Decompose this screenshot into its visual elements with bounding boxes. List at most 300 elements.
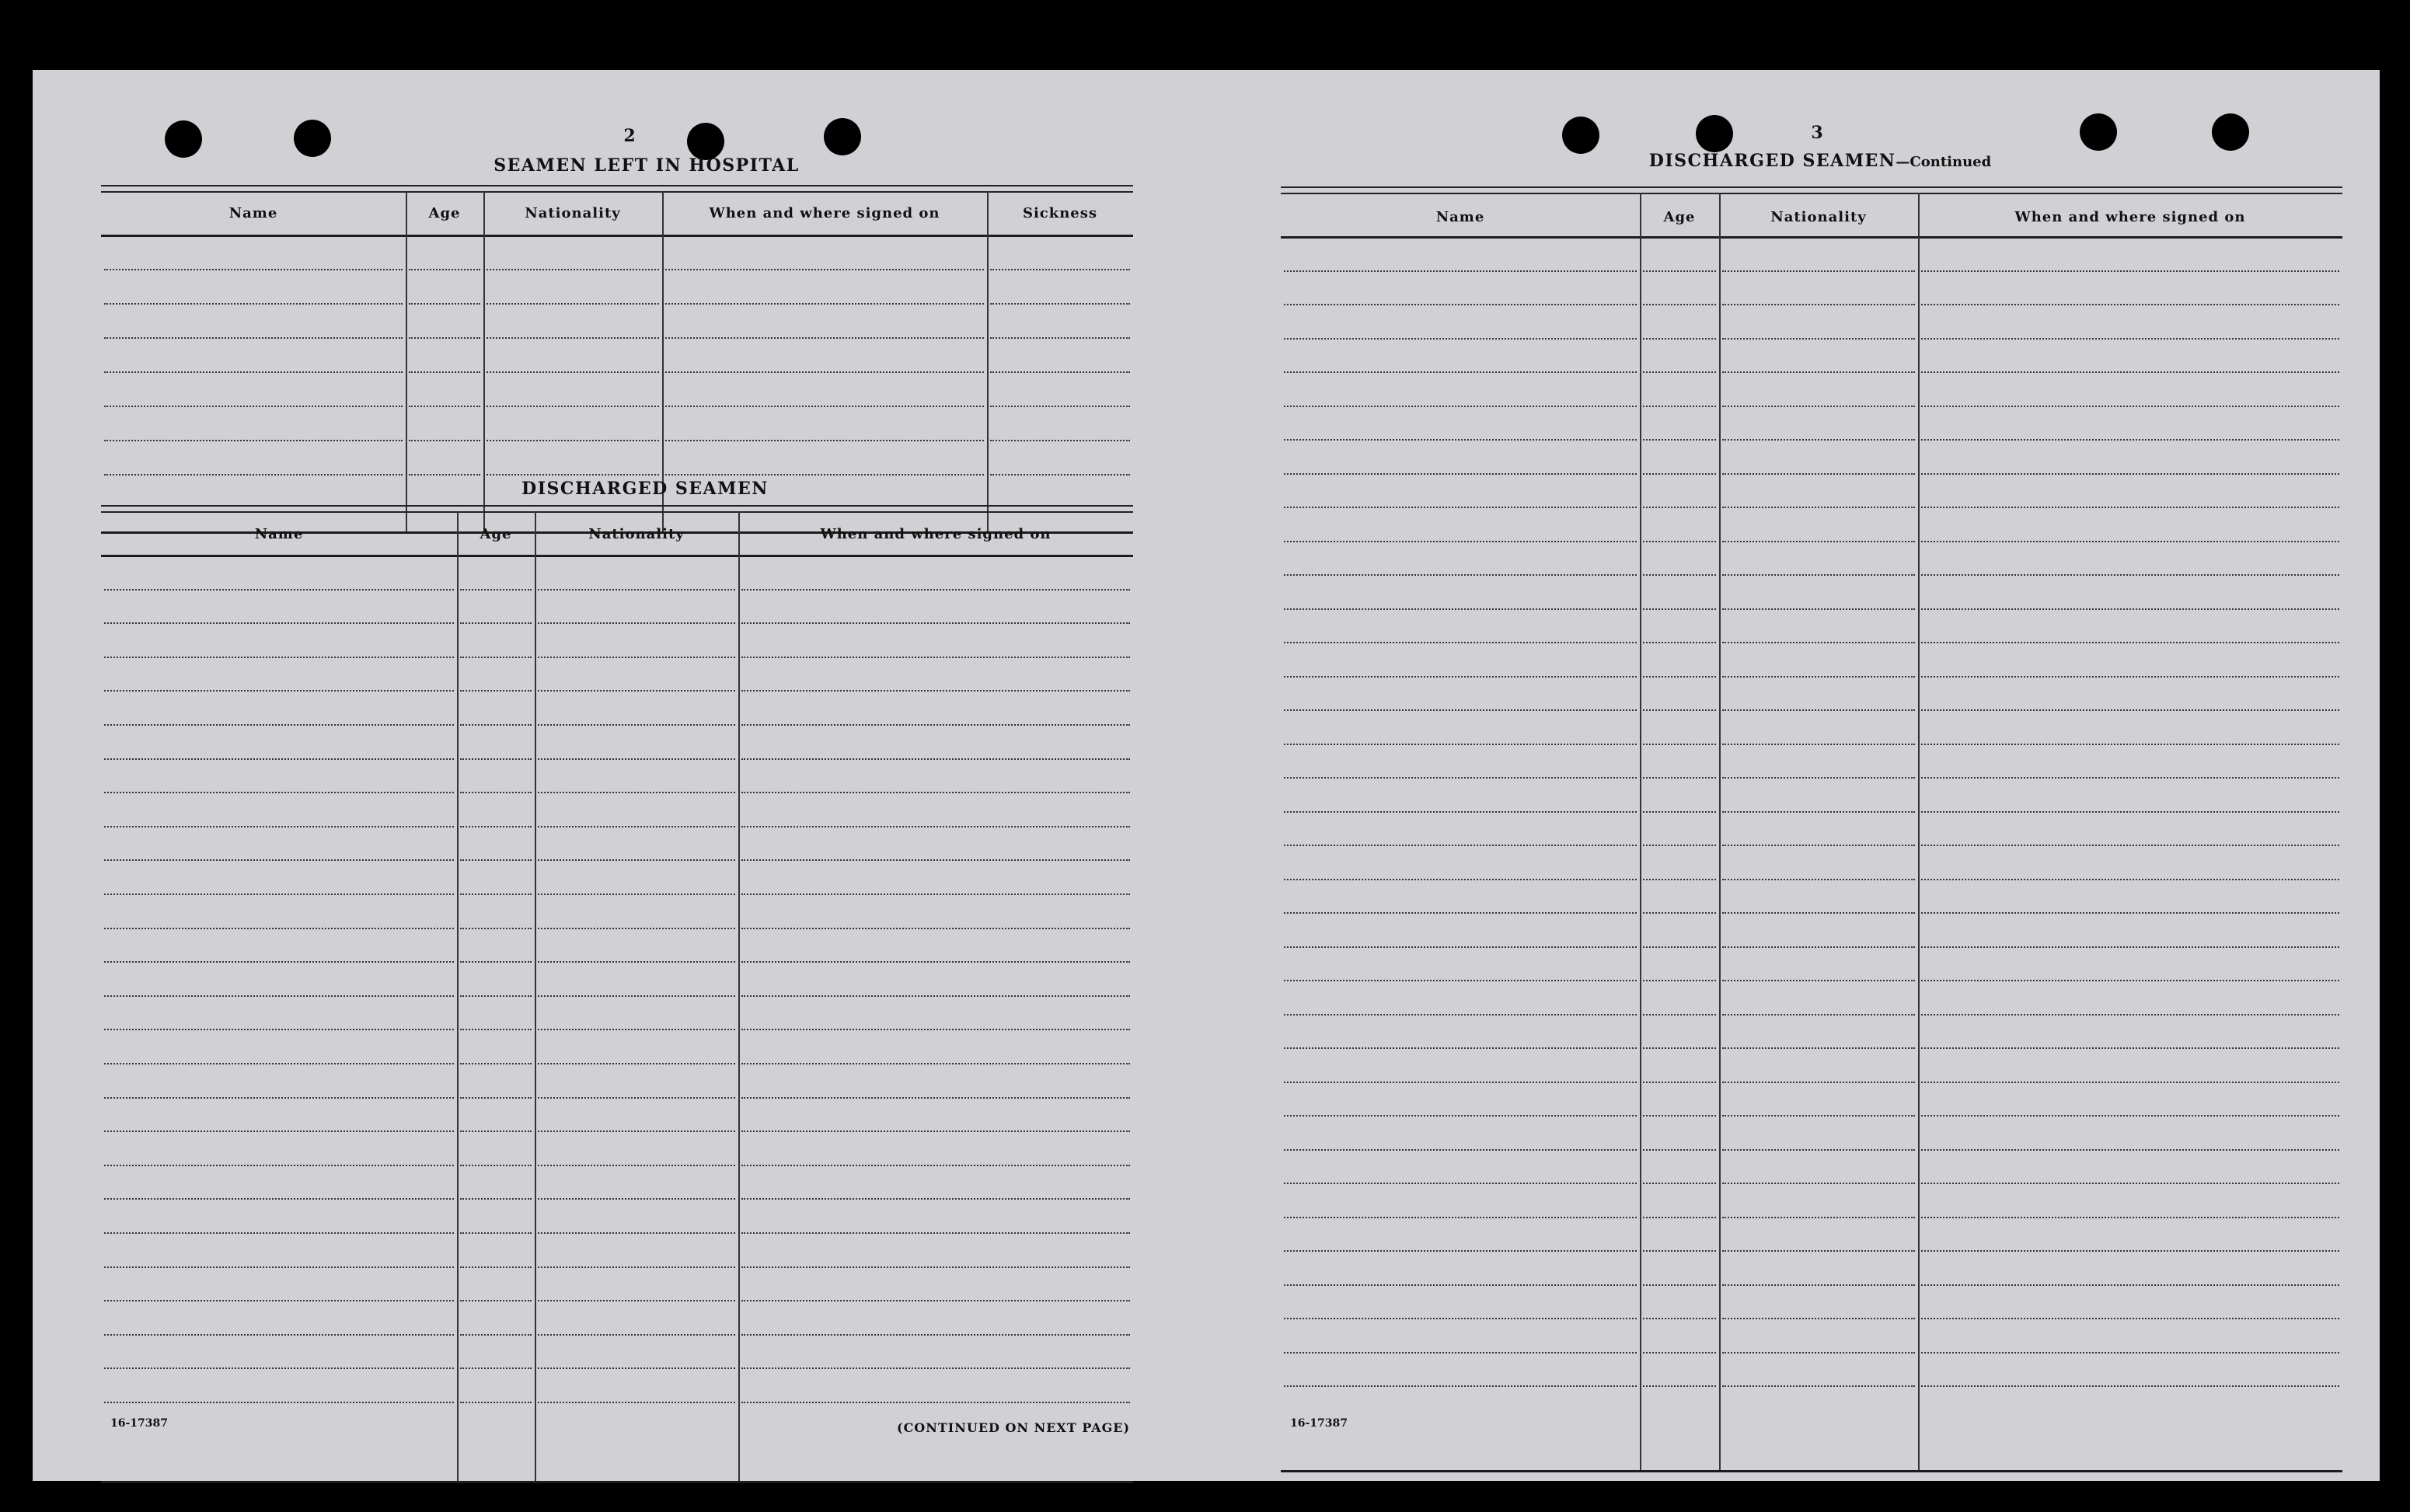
entry-line [1643,574,1716,576]
entry-line [460,1198,532,1200]
punch-hole [1696,115,1733,152]
entry-line [104,1029,454,1030]
entry-line [460,995,532,997]
column-header-age: Age [428,204,461,221]
entry-line [1284,507,1637,508]
entry-line [487,303,659,305]
entry-line [1921,912,2339,914]
entry-line [460,826,532,827]
entry-line [538,724,735,726]
entry-line [409,269,480,270]
discharged-ledger [101,505,1133,1484]
entry-line [990,371,1130,373]
entry-line [104,1334,454,1336]
entry-line [460,859,532,861]
entry-line [665,303,984,305]
entry-line [741,894,1130,895]
column-header-name: Name [254,525,304,542]
entry-line [741,724,1130,726]
column-header-name: Name [228,204,278,221]
entry-line [104,474,403,476]
entry-line [1643,1385,1716,1387]
entry-line [104,303,403,305]
entry-line [1921,1352,2339,1353]
entry-line [1722,338,1915,340]
entry-line [1921,1014,2339,1016]
entry-line [1722,1385,1915,1387]
entry-line [1643,1318,1716,1319]
title-main: DISCHARGED SEAMEN [1648,151,1896,171]
entry-line [1921,1149,2339,1151]
entry-line [1921,1047,2339,1049]
entry-line [460,657,532,658]
entry-line [104,826,454,827]
entry-line [1284,1352,1637,1353]
entry-line [538,1334,735,1336]
entry-line [1921,541,2339,542]
entry-line [1284,338,1637,340]
entry-line [741,792,1130,793]
title-suffix: —Continued [1896,154,1992,170]
entry-line [1643,912,1716,914]
entry-line [1921,1385,2339,1387]
entry-line [741,1097,1130,1099]
entry-line [1643,608,1716,610]
column-divider [457,511,459,1481]
entry-line [1921,946,2339,948]
entry-line [460,1367,532,1369]
entry-line [538,1131,735,1132]
entry-line [104,657,454,658]
entry-line [1921,642,2339,643]
entry-line [538,657,735,658]
entry-line [1722,1250,1915,1252]
entry-line [104,995,454,997]
entry-line [1643,709,1716,711]
punch-hole [1562,117,1599,154]
entry-line [1643,1284,1716,1286]
entry-line [1643,946,1716,948]
entry-line [1284,608,1637,610]
entry-line [741,928,1130,929]
column-header-age: Age [1663,208,1696,225]
entry-line [1284,270,1637,272]
entry-line [1643,541,1716,542]
entry-line [1643,1115,1716,1117]
discharged-continued-title [1548,151,2092,171]
entry-line [460,1029,532,1030]
column-divider [406,191,407,531]
entry-line [538,1266,735,1268]
entry-line [460,1131,532,1132]
entry-line [1284,642,1637,643]
entry-line [1722,1014,1915,1016]
column-divider [738,511,740,1481]
entry-line [1284,574,1637,576]
entry-line [104,1131,454,1132]
entry-line [487,440,659,441]
entry-line [1284,811,1637,813]
column-header-name: Name [1435,208,1485,225]
entry-line [1722,1318,1915,1319]
entry-line [1284,744,1637,745]
entry-line [104,928,454,929]
entry-line [1643,845,1716,846]
entry-line [104,1232,454,1234]
entry-line [104,724,454,726]
entry-line [741,1063,1130,1064]
header-row [101,193,1133,233]
entry-line [538,589,735,591]
entry-line [1722,1217,1915,1218]
page-number-left: 2 [623,126,636,146]
entry-line [1921,1284,2339,1286]
entry-line [104,690,454,692]
punch-hole [2212,113,2249,151]
entry-line [741,589,1130,591]
column-divider [1918,193,1920,1470]
entry-line [104,1198,454,1200]
entry-line [538,1402,735,1403]
entry-line [1284,406,1637,407]
entry-line [538,1097,735,1099]
entry-line [409,474,480,476]
entry-line [1921,507,2339,508]
entry-line [1921,371,2339,373]
entry-line [1921,406,2339,407]
entry-line [1284,1082,1637,1083]
entry-line [460,894,532,895]
column-divider [535,511,536,1481]
entry-line [538,1029,735,1030]
entry-line [1921,879,2339,880]
entry-line [1643,371,1716,373]
entry-line [1643,304,1716,305]
entry-line [1284,1149,1637,1151]
entry-line [1643,1082,1716,1083]
entry-line [1722,473,1915,475]
entry-line [741,1334,1130,1336]
entry-line [741,859,1130,861]
entry-line [665,474,984,476]
entry-line [460,758,532,760]
entry-line [990,406,1130,407]
entry-line [104,406,403,407]
entry-line [1284,777,1637,779]
entry-line [538,690,735,692]
entry-line [409,440,480,441]
entry-line [1722,1082,1915,1083]
entry-line [1643,676,1716,678]
entry-line [741,1232,1130,1234]
entry-line [741,1367,1130,1369]
entry-line [1284,473,1637,475]
entry-line [104,1097,454,1099]
entry-line [665,269,984,270]
top-double-rule [101,505,1133,513]
entry-line [460,1097,532,1099]
entry-line [1921,709,2339,711]
entry-line [104,1402,454,1403]
entry-line [1722,845,1915,846]
entry-line [1643,406,1716,407]
entry-line [538,1198,735,1200]
header-bottom-rule [1281,236,2342,239]
entry-line [1921,270,2339,272]
entry-line [665,406,984,407]
header-row [1281,197,2342,236]
entry-line [104,1367,454,1369]
entry-line [1722,1115,1915,1117]
header-row [101,514,1133,553]
entry-line [460,1266,532,1268]
entry-line [538,1232,735,1234]
entry-line [1284,1250,1637,1252]
entry-line [665,371,984,373]
form-code-right: 16-17387 [1290,1417,1348,1430]
entry-line [741,826,1130,827]
entry-line [1722,980,1915,981]
entry-line [538,894,735,895]
entry-line [1921,676,2339,678]
entry-line [487,337,659,339]
entry-line [1921,1183,2339,1184]
entry-line [460,1402,532,1403]
entry-line [990,440,1130,441]
column-divider [1719,193,1721,1470]
entry-line [1722,1047,1915,1049]
entry-line [1643,1183,1716,1184]
entry-line [741,1165,1130,1166]
entry-line [104,792,454,793]
entry-line [460,724,532,726]
entry-line [1722,507,1915,508]
entry-line [538,859,735,861]
entry-line [741,961,1130,963]
entry-line [409,371,480,373]
entry-line [1722,406,1915,407]
entry-line [1921,845,2339,846]
entry-line [1921,338,2339,340]
entry-line [538,961,735,963]
entry-line [1643,1352,1716,1353]
entry-line [1921,439,2339,441]
entry-line [1643,1014,1716,1016]
entry-line [1284,1115,1637,1117]
entry-line [538,1367,735,1369]
entry-line [460,792,532,793]
header-bottom-rule [101,235,1133,237]
entry-line [1643,270,1716,272]
entry-line [665,337,984,339]
hospital-section-title: SEAMEN LEFT IN HOSPITAL [494,155,800,176]
entry-line [409,337,480,339]
entry-line [1921,1217,2339,1218]
entry-line [1284,1284,1637,1286]
column-divider [987,191,989,531]
entry-line [1284,1183,1637,1184]
entry-line [1284,304,1637,305]
entry-line [409,406,480,407]
entry-line [460,1300,532,1301]
entry-line [538,758,735,760]
entry-line [1284,371,1637,373]
entry-line [538,928,735,929]
entry-line [104,371,403,373]
entry-line [1722,304,1915,305]
entry-line [1722,1183,1915,1184]
bottom-rule [1281,1470,2342,1472]
entry-line [741,758,1130,760]
entry-line [104,622,454,624]
column-header-age: Age [480,525,512,542]
entry-line [1722,642,1915,643]
entry-line [104,1063,454,1064]
punch-hole [2080,113,2117,151]
entry-line [741,1029,1130,1030]
column-header-nationality: Nationality [588,525,685,542]
column-header-sickness: Sickness [1022,204,1098,221]
entry-line [1643,744,1716,745]
entry-line [1921,574,2339,576]
entry-line [1722,270,1915,272]
entry-line [1722,744,1915,745]
column-divider [1640,193,1641,1470]
entry-line [1284,879,1637,880]
entry-line [1284,980,1637,981]
entry-line [1284,1014,1637,1016]
column-header-signed-on: When and where signed on [709,204,940,221]
entry-line [1921,1082,2339,1083]
entry-line [104,337,403,339]
entry-line [1921,304,2339,305]
entry-line [104,440,403,441]
entry-line [1284,1217,1637,1218]
entry-line [460,1165,532,1166]
entry-line [1284,709,1637,711]
entry-line [1921,1318,2339,1319]
entry-line [104,894,454,895]
entry-line [1722,574,1915,576]
entry-line [741,657,1130,658]
entry-line [487,474,659,476]
entry-line [1921,980,2339,981]
entry-line [1643,507,1716,508]
entry-line [1921,473,2339,475]
entry-line [1722,541,1915,542]
entry-line [104,1300,454,1301]
entry-line [1284,439,1637,441]
entry-line [1284,1385,1637,1387]
entry-line [1643,473,1716,475]
entry-line [104,961,454,963]
bottom-rule [101,1481,1133,1483]
entry-line [460,961,532,963]
discharged-continued-ledger [1281,186,2342,1476]
entry-line [741,1402,1130,1403]
entry-line [1643,777,1716,779]
entry-line [1284,676,1637,678]
entry-line [538,995,735,997]
entry-line [741,1266,1130,1268]
entry-line [538,1165,735,1166]
entry-line [1722,1149,1915,1151]
entry-line [1921,1115,2339,1117]
entry-line [990,303,1130,305]
discharged-section-title: DISCHARGED SEAMEN [521,479,769,499]
entry-line [460,1334,532,1336]
entry-line [487,371,659,373]
entry-line [741,690,1130,692]
entry-line [538,792,735,793]
column-header-signed-on: When and where signed on [820,525,1052,542]
entry-line [460,690,532,692]
entry-line [1643,1149,1716,1151]
entry-line [104,589,454,591]
entry-line [538,1300,735,1301]
entry-line [741,1198,1130,1200]
entry-line [1643,642,1716,643]
entry-line [1921,608,2339,610]
entry-line [1643,1250,1716,1252]
entry-line [1722,1284,1915,1286]
entry-line [1643,980,1716,981]
entry-line [1921,777,2339,779]
punch-hole [687,123,724,160]
entry-line [460,622,532,624]
entry-line [1722,371,1915,373]
entry-line [741,622,1130,624]
entry-line [1284,845,1637,846]
punch-hole [294,120,331,157]
entry-line [104,269,403,270]
entry-line [1921,744,2339,745]
page-number-right: 3 [1811,123,1823,143]
header-bottom-rule [101,555,1133,557]
entry-line [665,440,984,441]
form-code-left: 16-17387 [110,1417,168,1430]
entry-line [1643,1047,1716,1049]
entry-line [104,859,454,861]
entry-line [741,1131,1130,1132]
entry-line [460,1063,532,1064]
entry-line [1643,879,1716,880]
entry-line [1722,879,1915,880]
entry-line [538,826,735,827]
entry-line [460,928,532,929]
entry-line [1722,912,1915,914]
entry-line [409,303,480,305]
entry-line [538,1063,735,1064]
form-sheet [33,70,2380,1481]
punch-hole [824,118,861,155]
entry-line [1722,709,1915,711]
entry-line [1722,1352,1915,1353]
entry-line [741,995,1130,997]
entry-line [1643,439,1716,441]
top-double-rule [101,185,1133,193]
entry-line [1643,338,1716,340]
entry-line [1722,946,1915,948]
entry-line [1284,912,1637,914]
top-double-rule [1281,186,2342,194]
entry-line [460,589,532,591]
entry-line [1722,777,1915,779]
entry-line [1921,811,2339,813]
entry-line [538,622,735,624]
entry-line [1284,1047,1637,1049]
entry-line [1722,676,1915,678]
